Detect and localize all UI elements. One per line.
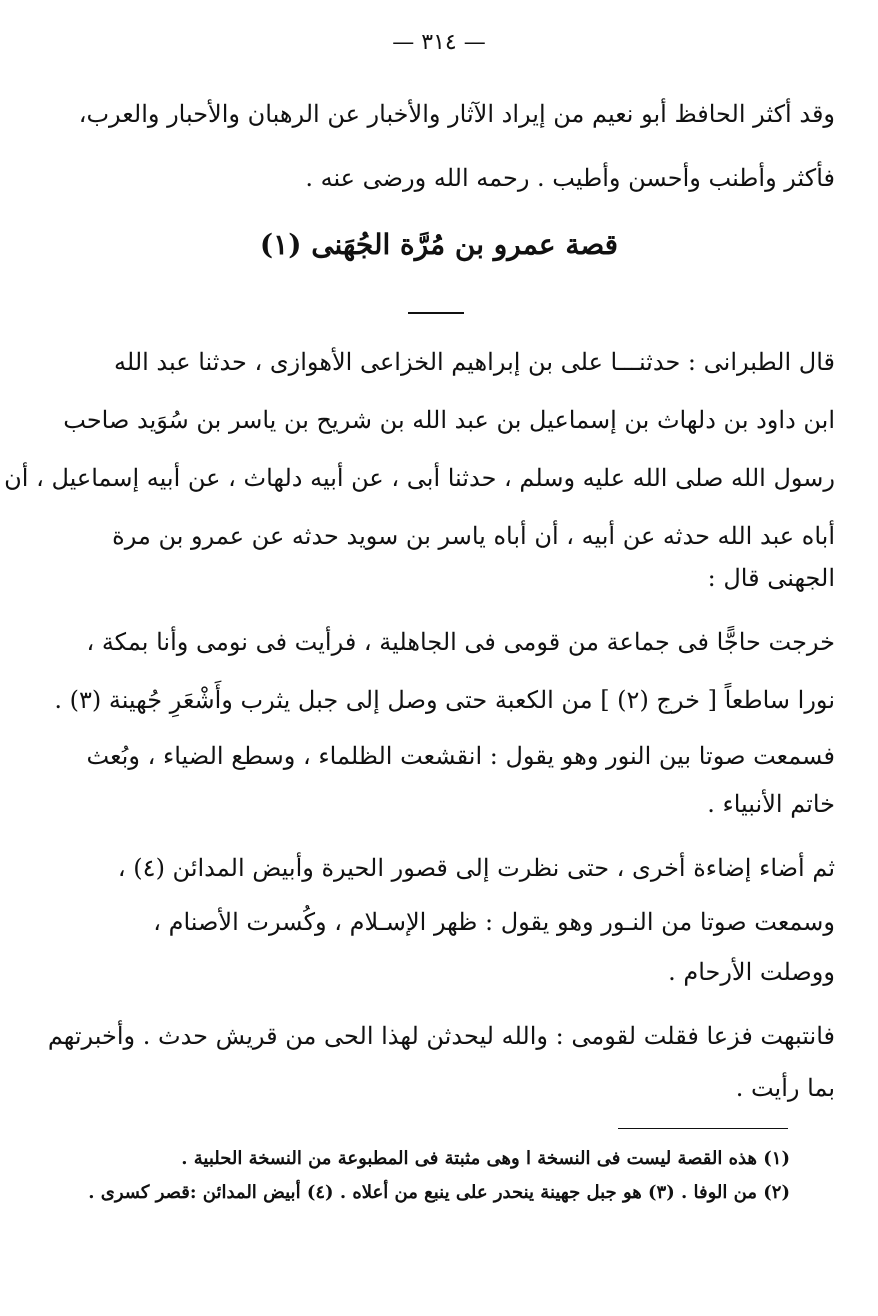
title-divider bbox=[408, 312, 464, 314]
footnote-divider bbox=[618, 1128, 788, 1129]
intro-line-2: فأكثر وأطنب وأحسن وأطيب . رحمه الله ورضى عنه . bbox=[305, 164, 835, 192]
para1-line-3: فسمعت صوتا بين النور وهو يقول : انقشعت الظلماء ، وسطع الضياء ، وبُعث bbox=[86, 742, 835, 770]
isnad-line-4: أباه عبد الله حدثه عن أبيه ، أن أباه ياسر بن سويد حدثه عن عمرو بن مرة bbox=[112, 522, 835, 550]
page-number: — ٣١٤ — bbox=[392, 30, 486, 55]
footnote-2: (٢) من الوفا . (٣) هو جبل جهينة ينحدر على ينبع من أعلاه . (٤) أبيض المدائن :قصر كسرى . bbox=[88, 1182, 790, 1203]
intro-line-1: وقد أكثر الحافظ أبو نعيم من إيراد الآثار والأخبار عن الرهبان والأحبار والعرب، bbox=[78, 100, 835, 128]
isnad-line-2: ابن داود بن دلهاث بن إسماعيل بن عبد الله بن شريح بن ياسر بن سُوَيد صاحب bbox=[63, 406, 835, 434]
para3-line-1: فانتبهت فزعا فقلت لقومى : والله ليحدثن لهذا الحى من قريش حدث . وأخبرتهم bbox=[47, 1022, 835, 1050]
isnad-line-5: الجهنى قال : bbox=[707, 564, 835, 592]
footnote-1: (١) هذه القصة ليست فى النسخة ا وهى مثبتة فى المطبوعة من النسخة الحلبية . bbox=[181, 1148, 790, 1169]
isnad-line-1: قال الطبرانى : حدثنـــا على بن إبراهيم الخزاعى الأهوازى ، حدثنا عبد الله bbox=[114, 348, 835, 376]
para2-line-1: ثم أضاء إضاءة أخرى ، حتى نظرت إلى قصور الحيرة وأبيض المدائن (٤) ، bbox=[117, 854, 835, 882]
chapter-title: قصة عمرو بن مُرَّة الجُهَنى (١) bbox=[259, 228, 619, 261]
para2-line-3: ووصلت الأرحام . bbox=[668, 958, 835, 986]
para1-line-2: نورا ساطعاً [ خرج (٢) ] من الكعبة حتى وصل إلى جبل يثرب وأَشْعَرِ جُهينة (٣) . bbox=[54, 686, 835, 714]
para3-line-2: بما رأيت . bbox=[735, 1074, 835, 1102]
para1-line-1: خرجت حاجًّا فى جماعة من قومى فى الجاهلية ، فرأيت فى نومى وأنا بمكة ، bbox=[86, 628, 835, 656]
para1-line-4: خاتم الأنبياء . bbox=[707, 790, 835, 818]
isnad-line-3: رسول الله صلى الله عليه وسلم ، حدثنا أبى ، عن أبيه دلهاث ، عن أبيه إسماعيل ، أن bbox=[4, 464, 835, 492]
para2-line-2: وسمعت صوتا من النـور وهو يقول : ظهر الإسـلام ، وكُسرت الأصنام ، bbox=[153, 908, 835, 936]
